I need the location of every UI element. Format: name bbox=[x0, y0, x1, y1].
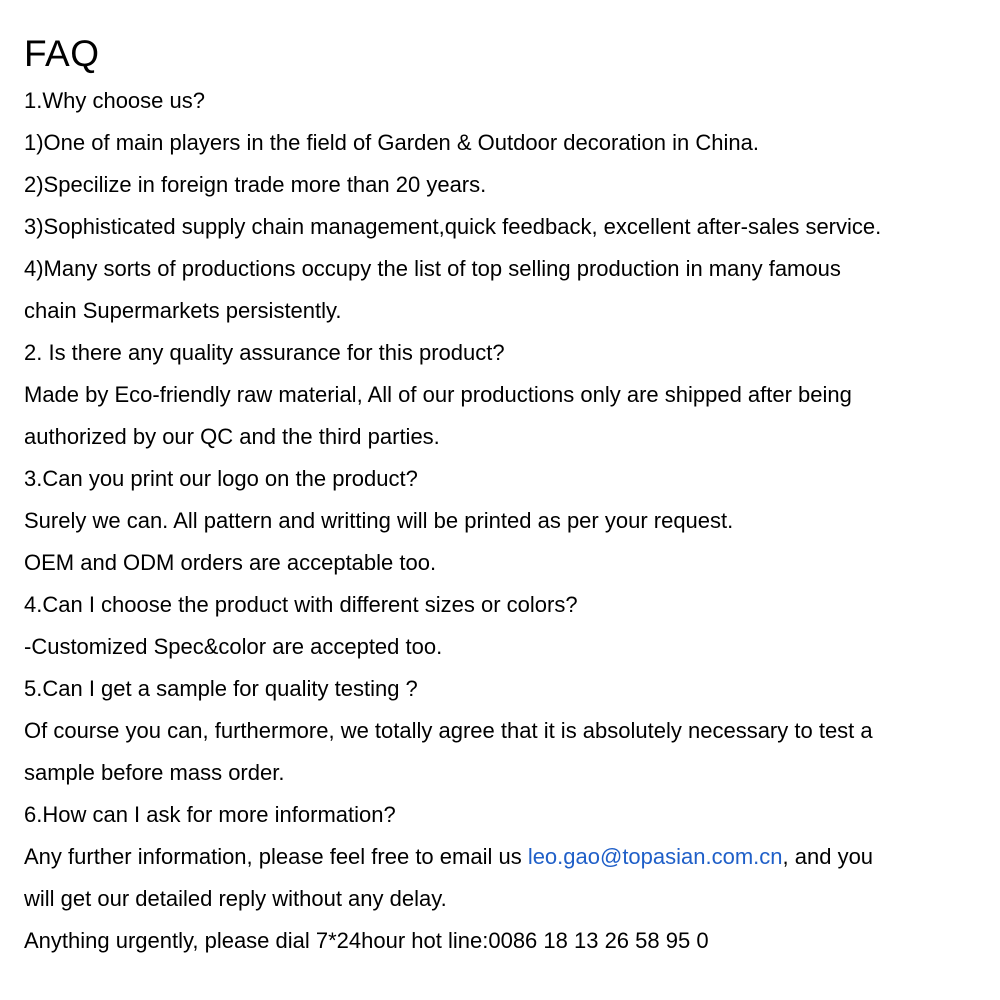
faq-answer-line: Surely we can. All pattern and writting will be printed as per your request. bbox=[24, 508, 734, 533]
faq-answer-line: sample before mass order. bbox=[24, 760, 285, 785]
faq-question: 3.Can you print our logo on the product? bbox=[24, 466, 418, 491]
contact-email-prefix: Any further information, please feel free to email us bbox=[24, 844, 528, 869]
faq-answer-line: Of course you can, furthermore, we totally agree that it is absolutely necessary to test a bbox=[24, 718, 873, 743]
faq-answer-line: -Customized Spec&color are accepted too. bbox=[24, 634, 443, 659]
faq-question: 2. Is there any quality assurance for this product? bbox=[24, 340, 505, 365]
page-title: FAQ bbox=[24, 33, 100, 74]
faq-answer-line: 3)Sophisticated supply chain management,quick feedback, excellent after-sales service. bbox=[24, 214, 882, 239]
faq-question: 5.Can I get a sample for quality testing ? bbox=[24, 676, 418, 701]
faq-answer-line: OEM and ODM orders are acceptable too. bbox=[24, 550, 437, 575]
faq-answer-line: 4)Many sorts of productions occupy the list of top selling production in many famous bbox=[24, 256, 841, 281]
faq-answer-line: 2)Specilize in foreign trade more than 20 years. bbox=[24, 172, 487, 197]
faq-answer-line: chain Supermarkets persistently. bbox=[24, 298, 342, 323]
faq-page bbox=[24, 28, 990, 962]
hotline-line: Anything urgently, please dial 7*24hour hot line:0086 18 13 26 58 95 0 bbox=[24, 928, 709, 953]
faq-answer-line: authorized by our QC and the third parties. bbox=[24, 424, 440, 449]
faq-question: 1.Why choose us? bbox=[24, 88, 205, 113]
contact-email-suffix: , and you bbox=[782, 844, 874, 869]
contact-email-link[interactable]: leo.gao@topasian.com.cn bbox=[527, 844, 783, 869]
faq-answer-line: will get our detailed reply without any delay. bbox=[24, 886, 447, 911]
faq-answer-line: 1)One of main players in the field of Garden & Outdoor decoration in China. bbox=[24, 130, 759, 155]
faq-answer-line: Made by Eco-friendly raw material, All of our productions only are shipped after being bbox=[24, 382, 852, 407]
contact-email-line bbox=[24, 836, 990, 878]
faq-question: 4.Can I choose the product with different sizes or colors? bbox=[24, 592, 578, 617]
faq-question: 6.How can I ask for more information? bbox=[24, 802, 396, 827]
